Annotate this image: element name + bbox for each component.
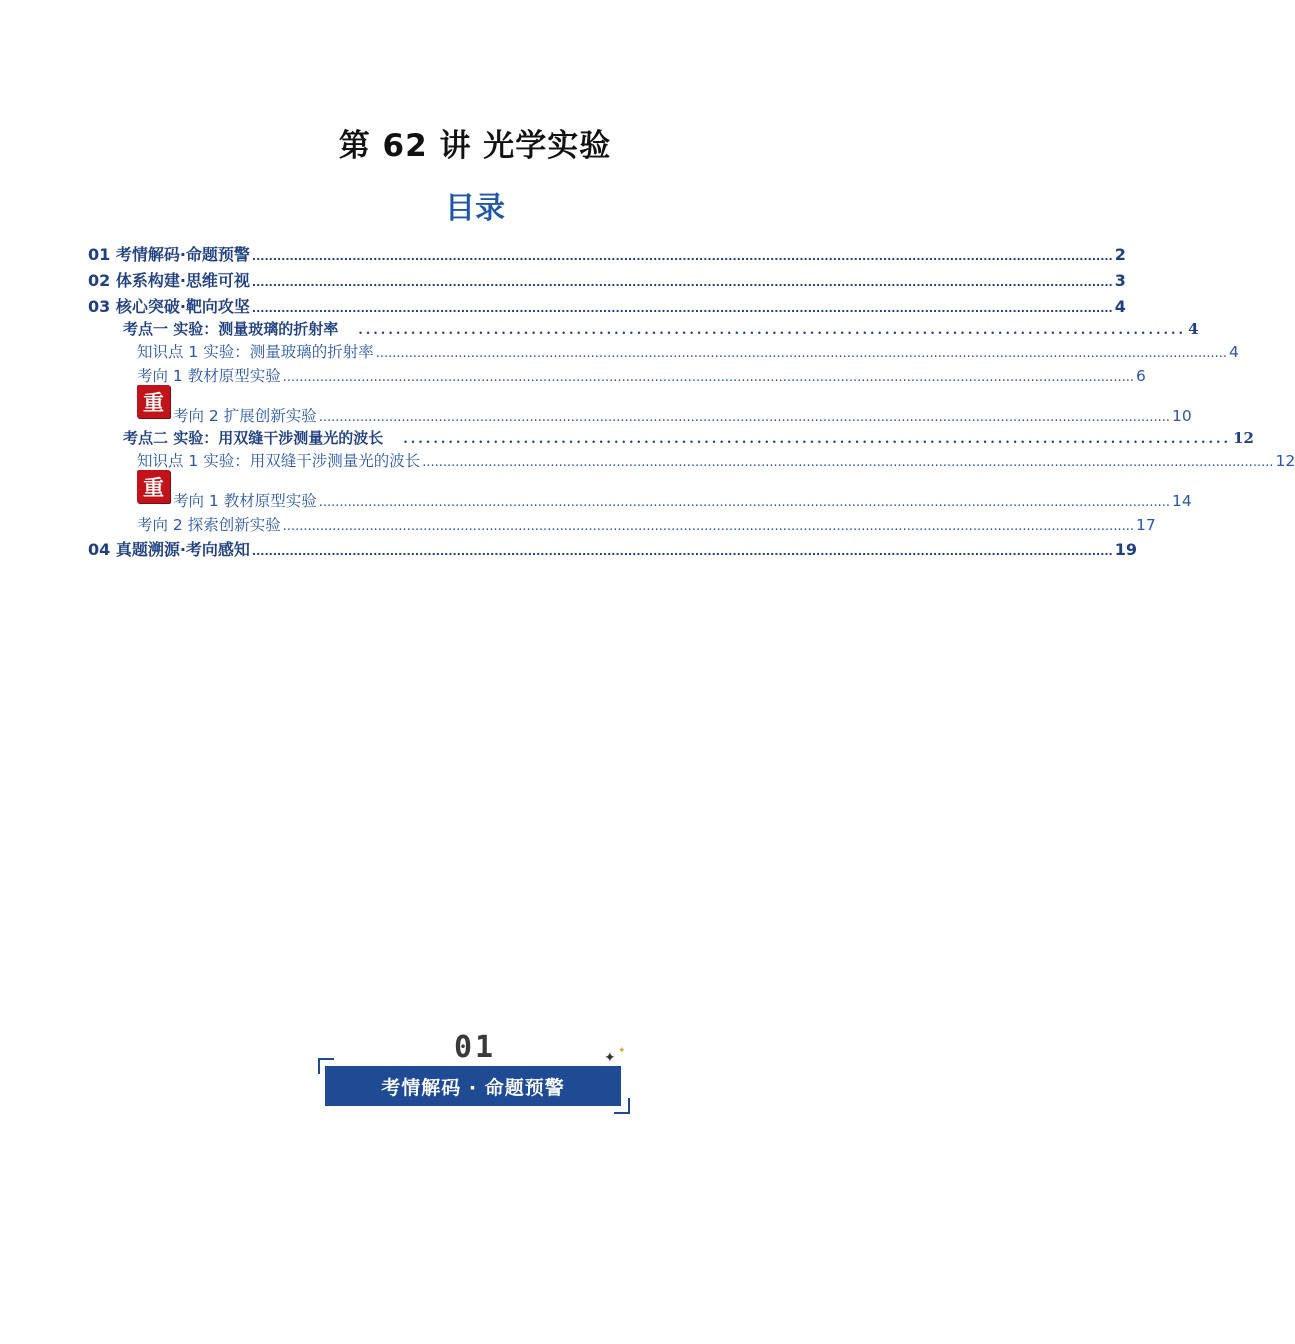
toc-entry-page: 12	[1233, 429, 1254, 447]
toc-leader: ..............................................................................................................................................................................................................	[251, 545, 1113, 558]
toc-entry[interactable]	[123, 318, 1199, 339]
toc-leader: ..............................................................................................................................................................................................................	[422, 455, 1274, 470]
toc-entry-label: 知识点 1 实验：测量玻璃的折射率	[137, 343, 374, 361]
toc-entry-page: 19	[1114, 540, 1138, 559]
section-title: 考情解码 · 命题预警	[325, 1066, 621, 1106]
sparkle-icon: ✦	[604, 1050, 616, 1066]
section-number: 01	[453, 1030, 497, 1065]
toc-entry-page: 4	[1114, 297, 1126, 316]
toc-entry-label: 考向 2 探索创新实验	[137, 516, 281, 534]
toc-entry-label: 01 考情解码·命题预警	[88, 245, 250, 264]
toc-entry[interactable]	[137, 340, 1239, 362]
toc-entry[interactable]	[137, 513, 1156, 535]
toc-entry-label: 知识点 1 实验：用双缝干涉测量光的波长	[137, 452, 421, 470]
key-point-badge: 重	[137, 470, 170, 503]
toc-entry-page: 12	[1275, 452, 1295, 470]
toc-entry-page: 10	[1171, 407, 1192, 425]
toc-entry-page: 14	[1171, 492, 1192, 510]
toc-entry[interactable]	[173, 489, 1192, 511]
key-point-badge: 重	[137, 385, 170, 418]
toc-entry[interactable]	[173, 404, 1192, 426]
toc-entry-label: 考向 1 教材原型实验	[137, 367, 281, 385]
toc-entry[interactable]	[88, 537, 1138, 560]
toc-heading: 目录	[445, 191, 505, 226]
toc-leader: ..............................................................................................................................................................................................................	[375, 346, 1227, 361]
page-title: 第 62 讲 光学实验	[338, 128, 612, 164]
toc-entry-page: 4	[1188, 320, 1199, 338]
toc-leader: ..............................................................................................................................................................................................................	[251, 276, 1113, 289]
toc-entry-label: 考向 2 扩展创新实验	[173, 407, 317, 425]
toc-entry-label: 考点二 实验：用双缝干涉测量光的波长	[123, 429, 384, 447]
toc-leader: ..............................................................................................................................................................................................................	[251, 302, 1113, 315]
toc-entry[interactable]	[123, 427, 1254, 448]
toc-entry[interactable]	[88, 242, 1126, 265]
toc-entry-label: 02 体系构建·思维可视	[88, 271, 250, 290]
toc-entry-label: 考向 1 教材原型实验	[173, 492, 317, 510]
sparkle-icon: ✦	[618, 1046, 626, 1056]
toc-entry-label: 考点一 实验：测量玻璃的折射率	[123, 320, 339, 338]
toc-entry-page: 4	[1228, 343, 1239, 361]
toc-leader: ..............................................................................................................................................................................................................	[282, 370, 1134, 385]
toc-leader: ..............................................................................................................................................................................................................	[318, 410, 1170, 425]
toc-entry[interactable]	[88, 268, 1126, 291]
toc-leader: ..............................................................................................................	[358, 323, 1187, 338]
toc-entry[interactable]	[137, 449, 1295, 471]
toc-leader: ..............................................................................................................................................................................................................	[251, 250, 1113, 263]
toc-entry-page: 3	[1114, 271, 1126, 290]
toc-entry-page: 17	[1135, 516, 1156, 534]
toc-entry-label: 04 真题溯源·考向感知	[88, 540, 250, 559]
toc-leader: ..............................................................................................................................................................................................................	[282, 519, 1134, 534]
toc-entry-page: 2	[1114, 245, 1126, 264]
toc-entry-label: 03 核心突破·靶向攻坚	[88, 297, 250, 316]
toc-entry[interactable]	[88, 294, 1126, 317]
toc-leader: ..............................................................................................................	[403, 432, 1232, 447]
toc-entry[interactable]	[137, 364, 1146, 386]
toc-entry-page: 6	[1135, 367, 1146, 385]
toc-leader: ..............................................................................................................................................................................................................	[318, 495, 1170, 510]
